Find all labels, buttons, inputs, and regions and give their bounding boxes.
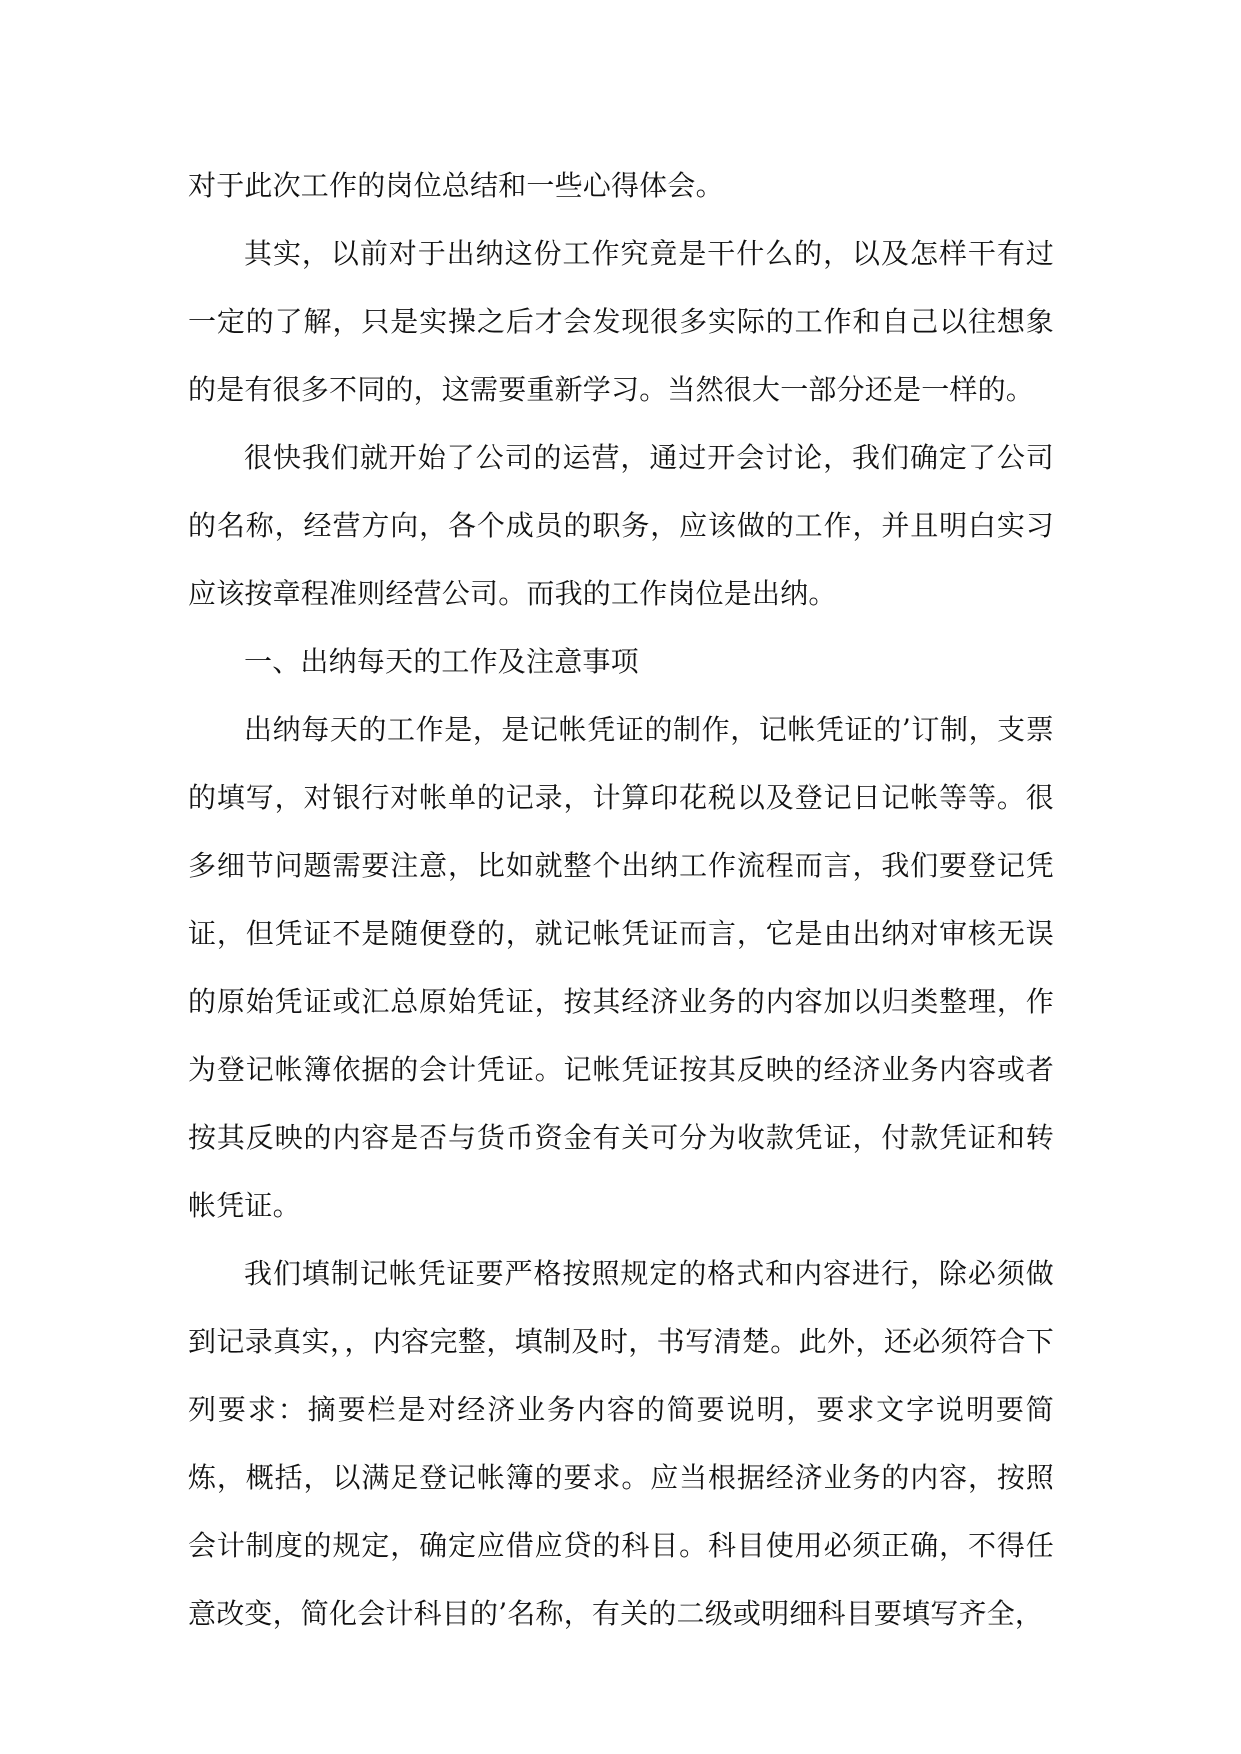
paragraph-1: 对于此次工作的岗位总结和一些心得体会。 [188, 169, 724, 202]
paragraph-2: 其实，以前对于出纳这份工作究竟是干什么的，以及怎样干有过一定的了解，只是实操之后才会发现很多实际的工作和自己以往想象的是有很多不同的，这需要重新学习。当然很大一部分还是一样的。 [188, 237, 1054, 406]
paragraph-5: 我们填制记帐凭证要严格按照规定的格式和内容进行，除必须做到记录真实，，内容完整，填制及时，书写清楚。此外，还必须符合下列要求：摘要栏是对经济业务内容的简要说明，要求文字说明要简炼，概括，以满足登记帐簿的要求。应当根据经济业务的内容，按照会计制度的规定，确定应借应贷的科目。科目使用必须正确，不得任意改变，简化会计科目的’名称，有关的二级或明细科目要填写齐全， [188, 1257, 1054, 1630]
paragraph-4: 出纳每天的工作是，是记帐凭证的制作，记帐凭证的’订制，支票的填写，对银行对帐单的记录，计算印花税以及登记日记帐等等。很多细节问题需要注意，比如就整个出纳工作流程而言，我们要登记凭证，但凭证不是随便登的，就记帐凭证而言，它是由出纳对审核无误的原始凭证或汇总原始凭证，按其经济业务的内容加以归类整理，作为登记帐簿依据的会计凭证。记帐凭证按其反映的经济业务内容或者按其反映的内容是否与货币资金有关可分为收款凭证，付款凭证和转帐凭证。 [188, 713, 1054, 1222]
section-heading: 一、出纳每天的工作及注意事项 [244, 645, 639, 678]
document-body [188, 152, 1054, 1648]
paragraph-3: 很快我们就开始了公司的运营，通过开会讨论，我们确定了公司的名称，经营方向，各个成员的职务，应该做的工作，并且明白实习应该按章程准则经营公司。而我的工作岗位是出纳。 [188, 441, 1054, 610]
